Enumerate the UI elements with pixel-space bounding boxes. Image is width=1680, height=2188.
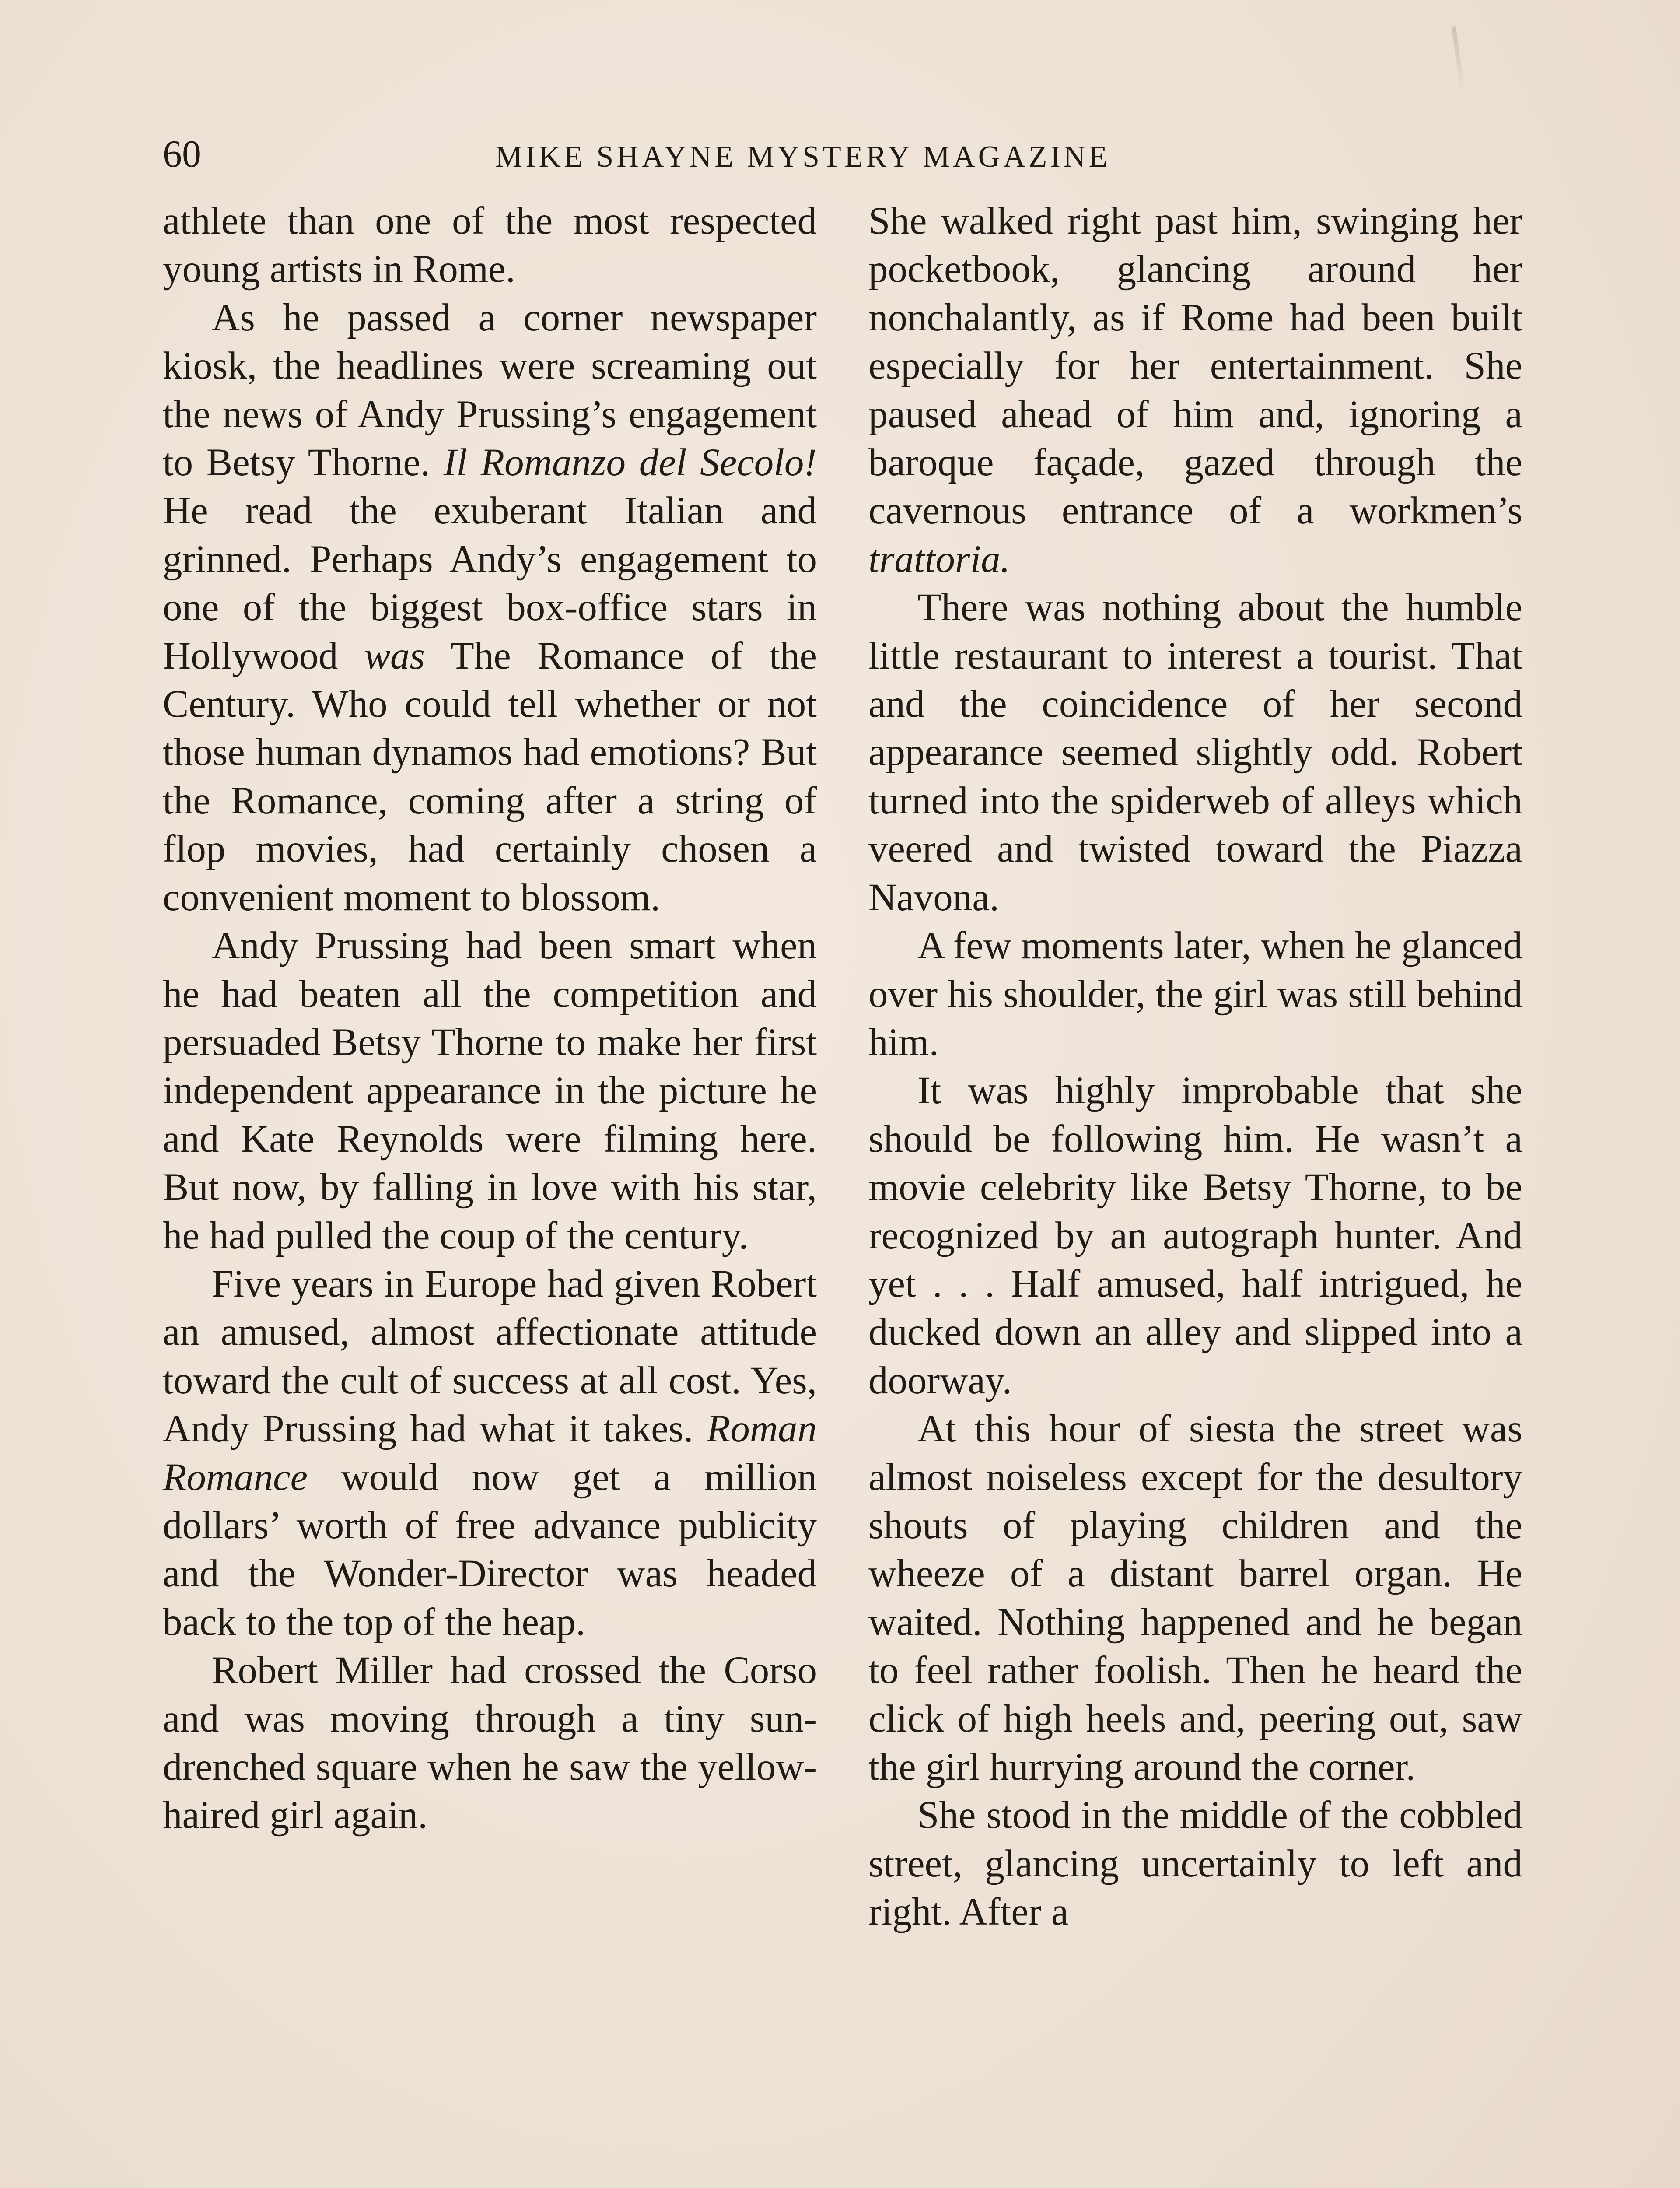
paragraph bbox=[868, 197, 1522, 583]
paragraph: A few moments later, when he glanced over his shoulder, the girl was still behind him. bbox=[868, 924, 1522, 1064]
page-header bbox=[163, 130, 1519, 179]
paragraph bbox=[163, 1260, 817, 1646]
text-run: She walked right past him, swinging her pocketbook, glancing around her nonchalantly, as if Rome had been built especially for her entertainment. She paused ahead of him and, ignoring a baroque façade, gazed through the cavernous entrance of a workmen’s bbox=[868, 200, 1522, 533]
paper-scratch bbox=[1452, 26, 1465, 92]
italic-text: was bbox=[364, 634, 425, 677]
italic-text: trattoria. bbox=[868, 537, 1010, 581]
text-run: Five years in Europe had given Robert an amused, almost affectionate attitude toward the cult of success at all cost. Yes, Andy Prussing had what it takes. bbox=[163, 1262, 817, 1451]
italic-text: Il Romanzo del Secolo! bbox=[443, 441, 817, 484]
paragraph: She stood in the middle of the cobbled street, glancing uncertainly to left and right. After a bbox=[868, 1794, 1522, 1934]
paragraph: athlete than one of the most respected young artists in Rome. bbox=[163, 200, 817, 291]
page-number: 60 bbox=[163, 133, 201, 175]
paragraph: There was nothing about the humble little restaurant to interest a tourist. That and the coincidence of her second appearance seemed slightly odd. Robert turned into the spiderweb of alleys which veered and twisted toward the Piazza Navona. bbox=[868, 586, 1522, 919]
paragraph: Andy Prussing had been smart when he had beaten all the competition and persuaded Betsy Thorne to make her first independent appearance in the picture he and Kate Reynolds were filming here. But now, by falling in love with his star, he had pulled the coup of the century. bbox=[163, 924, 817, 1257]
paragraph: Robert Miller had crossed the Corso and was moving through a tiny sun-drenched square when he saw the yellow-haired girl again. bbox=[163, 1649, 817, 1837]
text-run: He read the exuberant Italian and grinned. Perhaps Andy’s engagement to one of the biggest box-office stars in Hollywood bbox=[163, 489, 817, 677]
italic-text: Roman Romance bbox=[163, 1407, 817, 1499]
paragraph bbox=[163, 294, 817, 922]
text-run: The Romance of the Century. Who could tell whether or not those human dynamos had emotions? But the Romance, coming after a string of flop movies, had certainly chosen a convenient moment to blossom. bbox=[163, 634, 817, 919]
left-column bbox=[163, 197, 817, 1840]
right-column bbox=[868, 197, 1522, 1936]
paragraph: At this hour of siesta the street was almost noiseless except for the desultory shouts of playing children and the wheeze of a distant barrel organ. He waited. Nothing happened and he began to feel rather foolish. Then he heard the click of high heels and, peering out, saw the girl hurrying around the corner. bbox=[868, 1407, 1522, 1788]
text-run: As he passed a corner newspaper kiosk, the headlines were screaming out the news of Andy Prussing’s engagement to Betsy Thorne. bbox=[163, 296, 817, 484]
text-run: would now get a million dollars’ worth of free advance publicity and the Wonder-Director was headed back to the top of the heap. bbox=[163, 1455, 817, 1644]
running-head: MIKE SHAYNE MYSTERY MAGAZINE bbox=[495, 140, 1111, 174]
paragraph: It was highly improbable that she should be following him. He wasn’t a movie celebrity like Betsy Thorne, to be recognized by an autograph hunter. And yet . . . Half amused, half intrigued, he ducked down an alley and slipped into a doorway. bbox=[868, 1069, 1522, 1402]
